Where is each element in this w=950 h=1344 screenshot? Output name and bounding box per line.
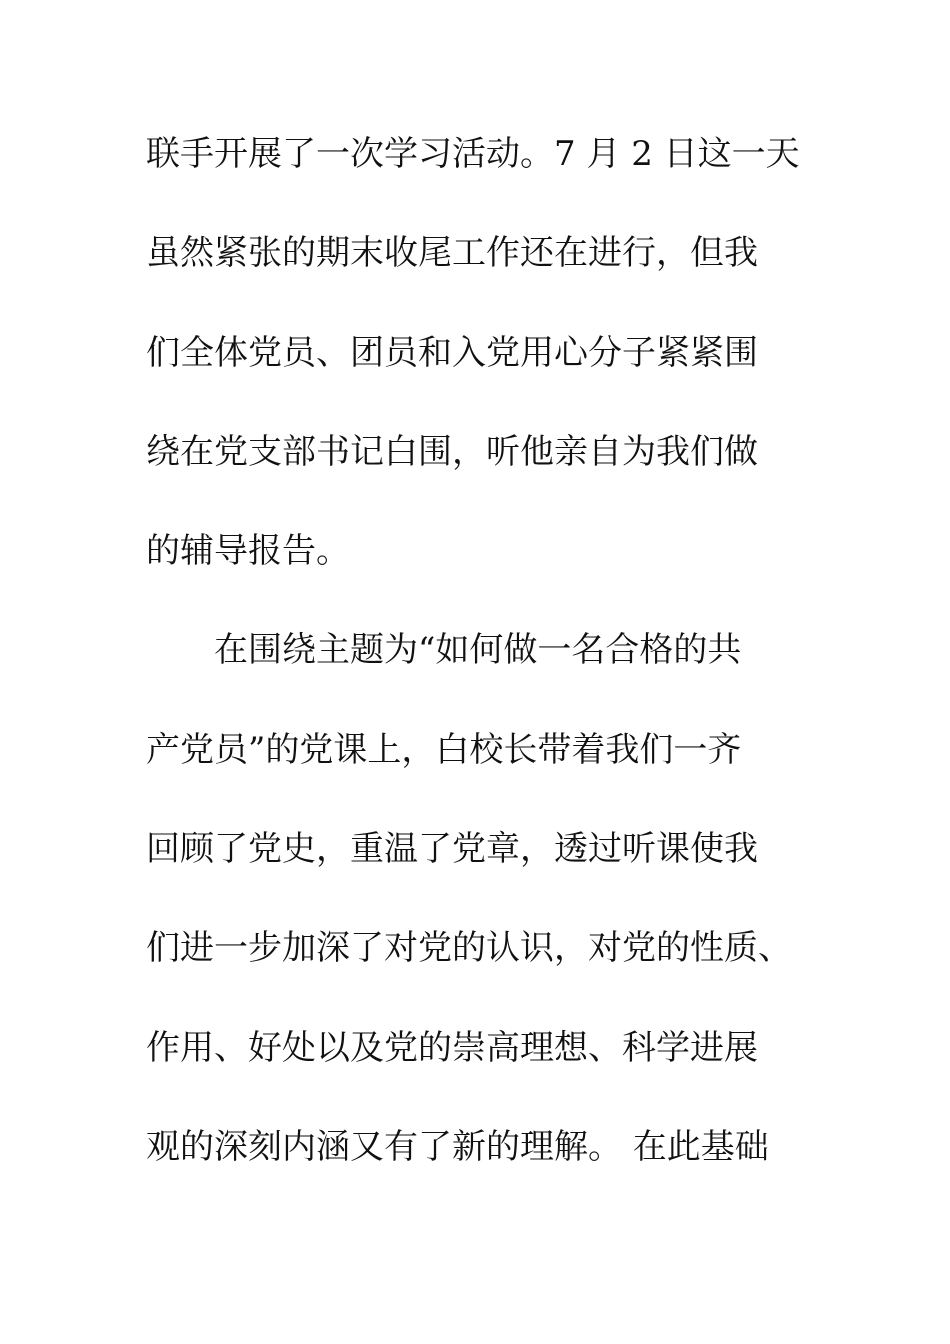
text-line: 虽然紧张的期末收尾工作还在进行，但我 xyxy=(146,233,758,273)
text-line: 联手开展了一次学习活动。7 月 2 日这一天 xyxy=(146,134,800,174)
text-line: 回顾了党史，重温了党章，透过听课使我 xyxy=(146,829,758,869)
text-line: 们进一步加深了对党的认识，对党的性质、 xyxy=(146,928,792,968)
text-line: 观的深刻内涵又有了新的理解。 在此基础 xyxy=(146,1127,769,1167)
text-line: 绕在党支部书记白围，听他亲自为我们做 xyxy=(146,432,758,472)
text-line: 的辅导报告。 xyxy=(146,531,350,571)
text-line: 们全体党员、团员和入党用心分子紧紧围 xyxy=(146,333,758,373)
text-line: 作用、好处以及党的崇高理想、科学进展 xyxy=(146,1028,758,1068)
paragraph-first-line: 在围绕主题为“如何做一名合格的共 xyxy=(214,630,742,670)
text-line: 产党员”的党课上，白校长带着我们一齐 xyxy=(146,730,742,770)
